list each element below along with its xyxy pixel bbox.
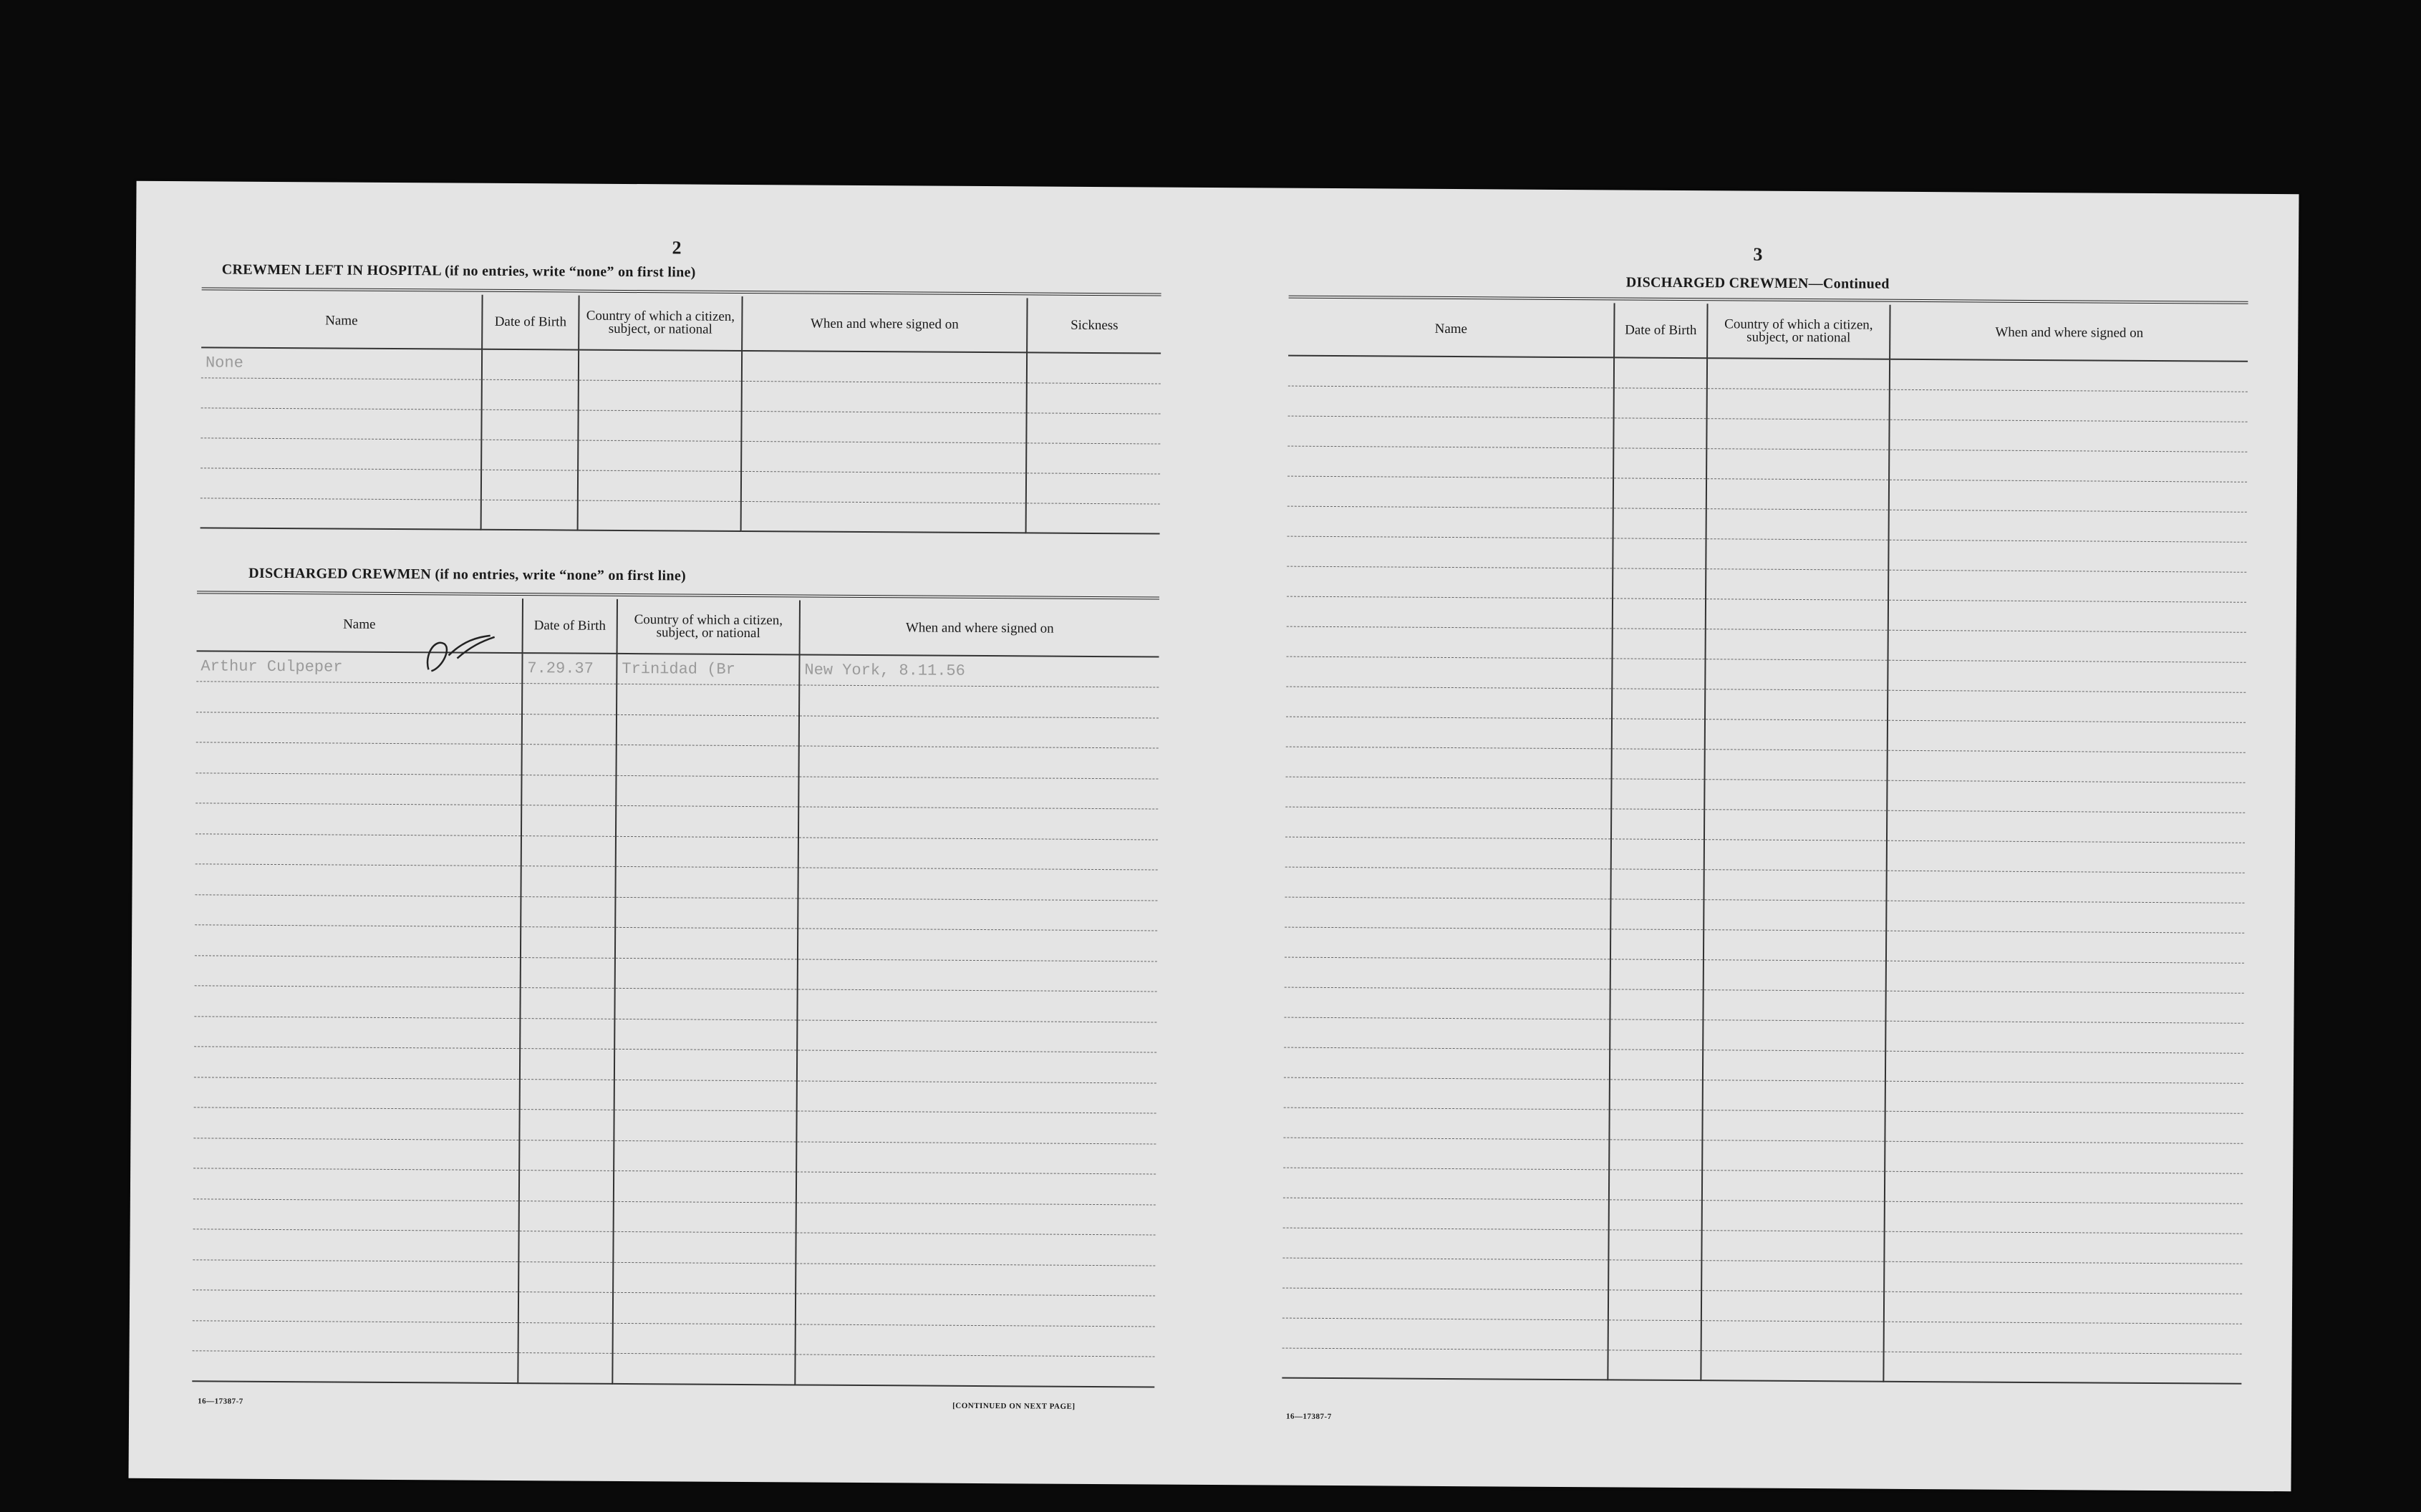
table-cell [1286, 717, 1612, 749]
table-cell [616, 775, 798, 807]
discharged-section-title: DISCHARGED CREWMEN (if no entries, write “none” on first line) [248, 565, 687, 584]
table-cell [521, 896, 615, 927]
table-cell [1027, 352, 1161, 383]
table-cell [1704, 809, 1887, 840]
table-cell [195, 864, 521, 896]
table-cell [1608, 1259, 1701, 1290]
handwritten-initials [420, 634, 506, 677]
table-cell [1886, 901, 2244, 933]
table-cell [614, 1201, 796, 1233]
column-header: Country of which a citizen, subject, or national [617, 599, 800, 655]
table-cell [1885, 1201, 2243, 1234]
table-cell [742, 381, 1027, 412]
discharged-continued-table [1282, 301, 2248, 1385]
table-cell [578, 410, 741, 441]
table-cell [1884, 1322, 2242, 1354]
table-cell [1888, 540, 2246, 572]
table-cell [195, 833, 521, 866]
table-cell [616, 805, 798, 837]
table-row [1282, 1348, 2241, 1384]
table-cell [1890, 389, 2248, 422]
table-cell [1287, 506, 1613, 538]
table-cell [521, 957, 615, 988]
table-cell [1886, 871, 2244, 903]
column-header: Date of Birth [523, 598, 617, 654]
table-cell [1886, 961, 2244, 993]
table-cell [1610, 989, 1703, 1019]
right-page [1209, 188, 2299, 1491]
table-cell [193, 1138, 519, 1170]
table-cell [797, 1080, 1156, 1113]
table-cell [1611, 808, 1704, 839]
table-cell [614, 1110, 796, 1141]
table-cell [1287, 626, 1613, 659]
table-cell [616, 836, 798, 868]
table-cell [615, 866, 798, 898]
table-cell [1612, 658, 1705, 689]
table-cell [1885, 1081, 2243, 1113]
table-cell [615, 958, 798, 989]
table-cell [1610, 868, 1704, 899]
table-cell [796, 1294, 1155, 1327]
table-cell [798, 898, 1157, 931]
table-cell [1611, 838, 1704, 869]
table-cell [1885, 1171, 2243, 1203]
table-cell [617, 684, 799, 715]
table-cell [201, 377, 482, 409]
table-cell [613, 1292, 796, 1324]
table-cell [1704, 929, 1886, 961]
table-cell [521, 866, 615, 897]
hospital-section-title: CREWMEN LEFT IN HOSPITAL (if no entries, write “none” on first line) [221, 261, 696, 281]
table-cell [1285, 897, 1610, 929]
table-cell [519, 1171, 614, 1201]
table-cell [1887, 810, 2245, 843]
table-cell [1284, 1047, 1610, 1080]
table-cell [1887, 780, 2245, 813]
table-cell [519, 1140, 614, 1171]
column-header: When and where signed on [800, 600, 1159, 656]
table-cell [796, 1141, 1156, 1174]
table-cell [1885, 991, 2243, 1023]
table-cell [799, 685, 1159, 718]
table-cell [1888, 600, 2246, 632]
table-cell [200, 467, 481, 499]
table-cell [1705, 689, 1888, 720]
table-cell [1890, 359, 2248, 392]
table-cell [1883, 1352, 2241, 1384]
table-cell [196, 742, 522, 775]
table-cell [1610, 1049, 1703, 1080]
table-cell [482, 379, 579, 410]
table-cell [1888, 720, 2246, 752]
table-cell [1609, 1139, 1702, 1170]
table-cell [1704, 839, 1887, 871]
table-cell [1286, 747, 1612, 779]
column-header: Date of Birth [1614, 303, 1707, 358]
table-cell [1888, 690, 2246, 722]
table-cell [1613, 478, 1706, 508]
table-cell [1707, 388, 1890, 420]
table-cell [520, 1049, 614, 1080]
table-cell [195, 894, 521, 926]
table-cell [579, 350, 742, 381]
table-cell [1282, 1318, 1608, 1350]
table-cell [1610, 1019, 1703, 1050]
table-cell [614, 988, 797, 1019]
table-cell [617, 745, 799, 776]
form-number: 16—17387-7 [198, 1397, 243, 1406]
table-cell [1701, 1260, 1884, 1292]
table-cell [1702, 1110, 1885, 1141]
table-cell [1702, 1140, 1885, 1171]
table-cell [615, 927, 798, 959]
table-cell [1285, 837, 1611, 869]
table-row [200, 498, 1160, 533]
table-cell [741, 411, 1026, 442]
table-cell [578, 440, 741, 471]
table-cell [1608, 1319, 1701, 1350]
table-cell [519, 1110, 614, 1140]
table-cell [798, 868, 1157, 901]
table-cell [1608, 1289, 1701, 1320]
table-cell [741, 471, 1026, 503]
table-cell [1283, 1168, 1609, 1200]
table-cell [193, 1290, 518, 1322]
table-cell [521, 805, 616, 836]
table-cell [195, 772, 521, 805]
table-cell [1612, 748, 1705, 779]
table-row [192, 1351, 1154, 1387]
table-cell [1287, 416, 1613, 448]
table-cell [1613, 568, 1706, 598]
table-cell [1287, 596, 1613, 629]
table-cell [1287, 446, 1613, 478]
continued-note: [CONTINUED ON NEXT PAGE] [952, 1401, 1076, 1411]
table-cell [1888, 630, 2246, 662]
table-cell [1284, 1077, 1610, 1110]
table-cell [1612, 688, 1705, 719]
table-cell [1701, 1350, 1883, 1382]
table-cell [578, 500, 741, 531]
table-cell [797, 989, 1156, 1022]
table-cell [1287, 476, 1613, 508]
table-cell [614, 1140, 796, 1172]
table-cell [617, 714, 799, 746]
page-number: 2 [672, 237, 682, 258]
table-cell [196, 682, 522, 714]
table-cell [1288, 386, 1614, 418]
table-cell [1284, 1017, 1610, 1050]
table-cell [195, 955, 521, 987]
table-cell [1886, 931, 2244, 963]
table-cell [1613, 447, 1706, 478]
table-cell [1702, 1170, 1885, 1201]
table-cell [520, 1018, 614, 1049]
table-cell [522, 714, 617, 745]
table-cell [1884, 1231, 2242, 1264]
table-cell [613, 1231, 796, 1263]
table-cell [481, 470, 578, 500]
table-cell [1283, 1138, 1609, 1170]
table-cell [518, 1353, 612, 1384]
table-cell [196, 712, 522, 744]
table-cell [1613, 417, 1706, 448]
table-cell [1610, 929, 1704, 959]
table-cell [193, 1168, 519, 1201]
table-cell: 7.29.37 [522, 653, 617, 684]
table-cell [741, 441, 1026, 472]
table-cell [613, 1323, 796, 1354]
table-cell [1285, 777, 1611, 809]
table-cell [1889, 420, 2247, 452]
table-cell [1705, 719, 1888, 750]
table-cell [1027, 382, 1161, 413]
table-cell [1706, 448, 1889, 480]
table-cell [1288, 356, 1614, 388]
table-cell [1706, 598, 1888, 630]
table-cell [1283, 1108, 1609, 1140]
table-cell [193, 1320, 518, 1352]
table-cell [1885, 1111, 2243, 1143]
table-cell [1285, 867, 1610, 899]
table-cell [482, 349, 579, 380]
table-cell [1706, 629, 1888, 660]
table-cell [1706, 478, 1889, 510]
table-cell [799, 715, 1159, 748]
table-cell [1885, 1021, 2243, 1053]
table-cell [742, 351, 1027, 382]
table-cell [1701, 1230, 1884, 1261]
table-cell [578, 470, 741, 501]
table-cell [1608, 1349, 1701, 1380]
column-header: When and where signed on [742, 296, 1027, 352]
column-header: Country of which a citizen, subject, or national [1707, 304, 1890, 359]
table-cell [518, 1231, 613, 1262]
table-cell [1286, 656, 1612, 689]
table-cell [1884, 1261, 2242, 1294]
table-cell [521, 775, 616, 805]
table-cell [1285, 927, 1610, 959]
table-cell [1282, 1258, 1608, 1290]
table-cell [1285, 807, 1611, 839]
table-cell [1026, 412, 1160, 443]
table-cell [193, 1108, 519, 1140]
table-cell [796, 1233, 1155, 1266]
form-number: 16—17387-7 [1286, 1412, 1332, 1422]
page-number: 3 [1753, 243, 1763, 265]
table-cell [798, 837, 1158, 870]
table-cell [1702, 1200, 1885, 1231]
table-cell [1609, 1199, 1702, 1230]
table-cell [1610, 959, 1704, 989]
table-cell [796, 1263, 1155, 1296]
table-cell [1889, 480, 2247, 512]
table-cell [1282, 1228, 1608, 1260]
table-cell [1887, 840, 2245, 873]
column-header: When and where signed on [1890, 305, 2248, 362]
table-cell [1701, 1290, 1884, 1322]
table-cell [195, 803, 521, 835]
document-sheet [128, 181, 2299, 1491]
table-cell [193, 1229, 518, 1261]
table-cell [1610, 898, 1704, 929]
table-cell [192, 1351, 518, 1383]
column-header: Date of Birth [482, 295, 579, 350]
table-cell [798, 776, 1158, 809]
table-cell [1885, 1051, 2243, 1083]
table-cell [1614, 387, 1707, 418]
table-cell [1613, 538, 1706, 568]
table-cell [1609, 1109, 1702, 1140]
table-cell [1887, 750, 2245, 782]
table-cell [615, 897, 798, 929]
table-cell [579, 380, 742, 411]
table-cell: New York, 8.11.56 [799, 654, 1159, 687]
table-cell [1707, 358, 1890, 389]
table-cell [1706, 508, 1889, 540]
left-page [128, 181, 1217, 1485]
table-cell [796, 1324, 1155, 1357]
table-cell [194, 1016, 520, 1048]
table-cell [796, 1111, 1156, 1144]
table-cell [1610, 1079, 1703, 1110]
table-cell [518, 1322, 613, 1353]
table-cell [1705, 659, 1888, 690]
column-header: Name [1288, 301, 1614, 358]
table-cell [1611, 778, 1704, 809]
table-cell [521, 835, 616, 866]
column-header: Name [201, 293, 482, 349]
table-cell [1701, 1320, 1884, 1352]
table-cell [1284, 987, 1610, 1019]
table-cell [193, 1259, 518, 1292]
table-cell [1703, 1080, 1885, 1111]
table-cell [1704, 869, 1886, 901]
table-cell [741, 501, 1026, 533]
table-cell [1612, 718, 1705, 749]
table-cell [1888, 660, 2246, 692]
table-cell [614, 1171, 796, 1202]
table-cell [194, 986, 520, 1018]
hospital-table [200, 293, 1161, 534]
table-cell [1888, 570, 2246, 602]
table-cell [1884, 1292, 2242, 1324]
table-cell [1889, 450, 2247, 482]
table-cell [200, 407, 481, 439]
table-cell [200, 437, 481, 469]
table-cell [612, 1353, 795, 1385]
table-cell [614, 1049, 797, 1080]
table-cell [1613, 598, 1706, 629]
table-cell [193, 1198, 519, 1231]
table-cell [1026, 503, 1160, 533]
column-header: Name [197, 596, 523, 653]
table-cell [1704, 899, 1886, 931]
table-cell [481, 500, 578, 530]
table-cell [1608, 1229, 1701, 1260]
table-cell [521, 927, 615, 958]
discharged-continued-title: DISCHARGED CREWMEN—Continued [1625, 274, 1890, 292]
table-cell [1703, 1019, 1885, 1051]
table-cell [1889, 510, 2247, 542]
table-cell [520, 988, 614, 1019]
table-cell [1706, 538, 1888, 570]
table-cell [518, 1261, 613, 1292]
table-cell [1285, 957, 1610, 989]
table-cell [1613, 628, 1706, 659]
discharged-table [192, 596, 1159, 1387]
column-header: Sickness [1027, 298, 1161, 353]
table-cell [1704, 959, 1886, 991]
table-cell [1282, 1288, 1608, 1320]
table-cell [519, 1201, 614, 1231]
table-cell [194, 1047, 520, 1079]
table-cell [1287, 536, 1613, 568]
table-cell [798, 746, 1158, 779]
table-cell [614, 1080, 797, 1111]
table-cell [614, 1019, 797, 1050]
table-cell [798, 807, 1158, 840]
table-cell [1026, 472, 1160, 503]
table-cell [1706, 568, 1888, 600]
table-cell [520, 1079, 614, 1110]
table-cell [481, 410, 578, 440]
table-cell [797, 1019, 1156, 1052]
table-cell [796, 1202, 1156, 1235]
table-cell [1283, 1198, 1609, 1230]
table-cell [1282, 1348, 1608, 1380]
table-cell [798, 959, 1157, 992]
table-cell [194, 1077, 520, 1109]
table-cell [1286, 687, 1612, 719]
table-cell [798, 929, 1157, 961]
table-cell: Arthur Culpeper [196, 651, 522, 683]
table-cell [795, 1354, 1154, 1387]
table-cell [522, 684, 617, 714]
table-cell [1885, 1141, 2243, 1173]
table-cell [522, 745, 617, 775]
table-cell: Trinidad (Br [617, 654, 799, 685]
table-cell [613, 1262, 796, 1294]
table-cell [1704, 779, 1887, 810]
table-cell [1026, 442, 1160, 473]
table-cell [1703, 989, 1885, 1021]
table-cell [481, 440, 578, 470]
table-cell [518, 1292, 613, 1323]
table-cell [1609, 1169, 1702, 1200]
column-header: Country of which a citizen, subject, or national [579, 296, 742, 351]
table-cell [1614, 357, 1707, 388]
table-cell [1705, 749, 1888, 780]
table-cell [195, 925, 521, 957]
table-cell [1287, 566, 1613, 598]
table-cell [1706, 418, 1889, 450]
table-cell [797, 1050, 1156, 1083]
table-cell [796, 1172, 1156, 1205]
table-cell [1613, 508, 1706, 538]
table-cell: None [201, 347, 482, 379]
table-cell [200, 498, 481, 529]
table-cell [1703, 1050, 1885, 1081]
